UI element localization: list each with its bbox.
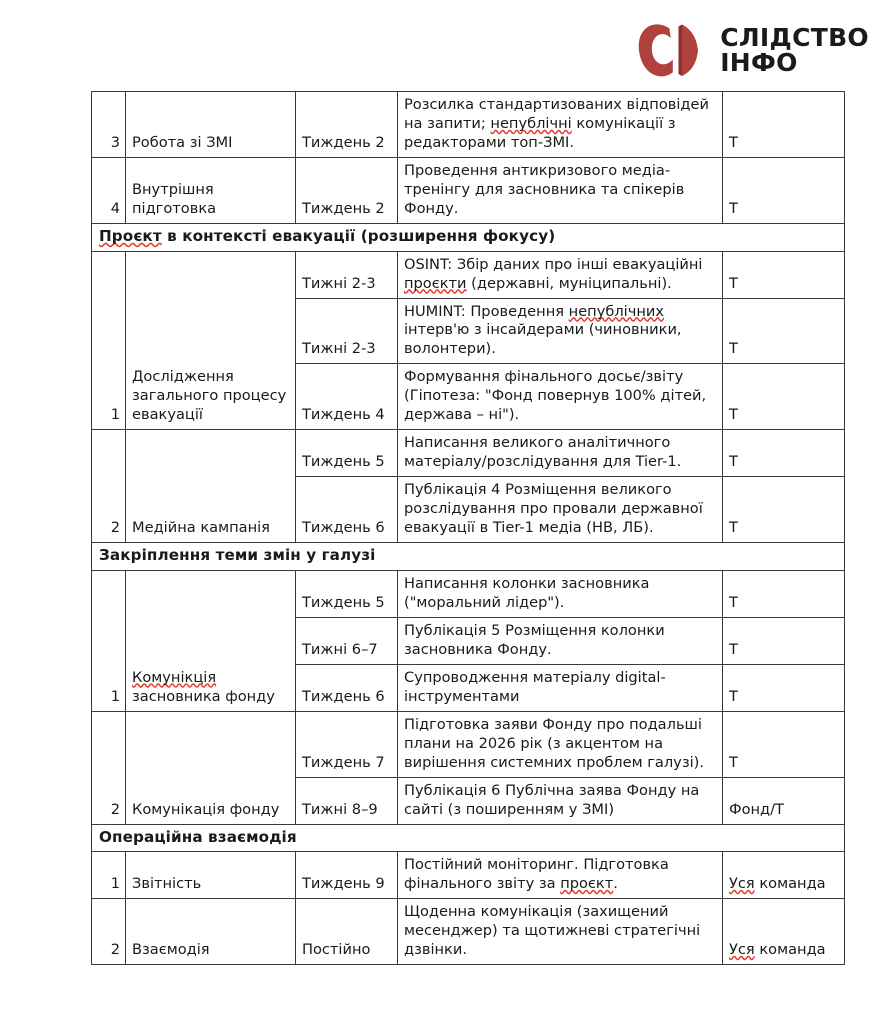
cell-number: 2 — [92, 711, 126, 824]
cell-week: Тиждень 7 — [296, 711, 398, 777]
cell-week: Тижні 2-3 — [296, 298, 398, 364]
cell-responsible: Т — [723, 92, 845, 158]
cell-responsible: Т — [723, 617, 845, 664]
cell-responsible: Т — [723, 298, 845, 364]
table-row — [92, 251, 845, 298]
cell-name: Комунікція засновника фонду — [126, 570, 296, 711]
spellcheck-underline: Комунікція — [132, 668, 217, 686]
spellcheck-underline: непублічні — [490, 114, 572, 132]
table-row — [92, 899, 845, 965]
cell-description: Написання колонки засновника ("моральний лідер"). — [398, 570, 723, 617]
cell-responsible: Т — [723, 570, 845, 617]
cell-responsible: Т — [723, 251, 845, 298]
cell-week: Тиждень 6 — [296, 477, 398, 543]
cell-week: Тиждень 4 — [296, 364, 398, 430]
cell-week: Постійно — [296, 899, 398, 965]
cell-description: Супроводження матеріалу digital-інструментами — [398, 664, 723, 711]
cell-description: Формування фінального досьє/звіту (Гіпотеза: "Фонд повернув 100% дітей, держава – ні"). — [398, 364, 723, 430]
cell-week: Тиждень 2 — [296, 157, 398, 223]
cell-name: Внутрішня підготовка — [126, 157, 296, 223]
cell-responsible: Уся команда — [723, 852, 845, 899]
brand-logo — [638, 22, 869, 79]
cell-description: Проведення антикризового медіа-тренінгу для засновника та спікерів Фонду. — [398, 157, 723, 223]
cell-week: Тиждень 5 — [296, 430, 398, 477]
cell-responsible: Т — [723, 430, 845, 477]
spellcheck-underline: проєкти — [404, 274, 467, 292]
project-plan-table — [91, 91, 845, 965]
spellcheck-underline: непублічних — [568, 302, 665, 320]
cell-number: 1 — [92, 852, 126, 899]
cell-responsible: Т — [723, 477, 845, 543]
cell-name: Робота зі ЗМІ — [126, 92, 296, 158]
cell-week: Тиждень 2 — [296, 92, 398, 158]
cell-week: Тижні 2-3 — [296, 251, 398, 298]
section-title: Операційна взаємодія — [92, 824, 845, 852]
slidstvo-info-mark-icon — [638, 22, 711, 79]
cell-description: Щоденна комунікація (захищений месенджер) та щотижневі стратегічні дзвінки. — [398, 899, 723, 965]
cell-week: Тижні 8–9 — [296, 777, 398, 824]
cell-description: OSINT: Збір даних про інші евакуаційні проєкти (державні, муніципальні). — [398, 251, 723, 298]
cell-description: Підготовка заяви Фонду про подальші плани на 2026 рік (з акцентом на вирішення системних проблем галузі). — [398, 711, 723, 777]
spellcheck-underline: проєкт — [560, 875, 614, 893]
cell-number: 4 — [92, 157, 126, 223]
cell-description: Написання великого аналітичного матеріалу/розслідування для Tier-1. — [398, 430, 723, 477]
table-row — [92, 92, 845, 158]
cell-name: Взаємодія — [126, 899, 296, 965]
cell-week: Тиждень 9 — [296, 852, 398, 899]
cell-week: Тиждень 6 — [296, 664, 398, 711]
cell-number: 3 — [92, 92, 126, 158]
cell-week: Тижні 6–7 — [296, 617, 398, 664]
cell-description: Публікація 4 Розміщення великого розслідування про провали державної евакуації в Tier-1 медіа (НВ, ЛБ). — [398, 477, 723, 543]
table-row — [92, 570, 845, 617]
cell-responsible: Фонд/Т — [723, 777, 845, 824]
brand-name — [720, 23, 869, 77]
cell-week: Тиждень 5 — [296, 570, 398, 617]
table-row — [92, 157, 845, 223]
table-section-header-row — [92, 824, 845, 852]
cell-responsible: Уся команда — [723, 899, 845, 965]
section-title: Закріплення теми змін у галузі — [92, 543, 845, 571]
table-row — [92, 711, 845, 777]
plan-table-container — [91, 91, 844, 965]
cell-name: Дослідження загального процесу евакуації — [126, 251, 296, 430]
cell-responsible: Т — [723, 664, 845, 711]
cell-description: Публікація 6 Публічна заява Фонду на сайті (з поширенням у ЗМІ) — [398, 777, 723, 824]
plan-table-body — [92, 92, 845, 965]
cell-name: Медійна кампанія — [126, 430, 296, 543]
cell-name: Звітність — [126, 852, 296, 899]
cell-number: 1 — [92, 251, 126, 430]
table-row — [92, 430, 845, 477]
spellcheck-underline: Проєкт — [99, 226, 162, 245]
table-section-header-row — [92, 543, 845, 571]
cell-description: Розсилка стандартизованих відповідей на запити; непублічні комунікації з редакторами топ-ЗМІ. — [398, 92, 723, 158]
section-title: Проєкт в контексті евакуації (розширення фокусу) — [92, 223, 845, 251]
cell-number: 2 — [92, 430, 126, 543]
cell-name: Комунікація фонду — [126, 711, 296, 824]
brand-name-line2: ІНФО — [720, 47, 798, 77]
cell-number: 2 — [92, 899, 126, 965]
cell-responsible: Т — [723, 157, 845, 223]
cell-description: Постійний моніторинг. Підготовка фінального звіту за проєкт. — [398, 852, 723, 899]
cell-number: 1 — [92, 570, 126, 711]
spellcheck-underline: Уся — [729, 875, 755, 893]
table-section-header-row — [92, 223, 845, 251]
brand-name-line1: СЛІДСТВО — [720, 23, 869, 53]
cell-responsible: Т — [723, 364, 845, 430]
table-row — [92, 852, 845, 899]
cell-description: HUMINT: Проведення непублічних інтерв'ю з інсайдерами (чиновники, волонтери). — [398, 298, 723, 364]
spellcheck-underline: Уся — [729, 941, 755, 959]
cell-description: Публікація 5 Розміщення колонки засновника Фонду. — [398, 617, 723, 664]
cell-responsible: Т — [723, 711, 845, 777]
